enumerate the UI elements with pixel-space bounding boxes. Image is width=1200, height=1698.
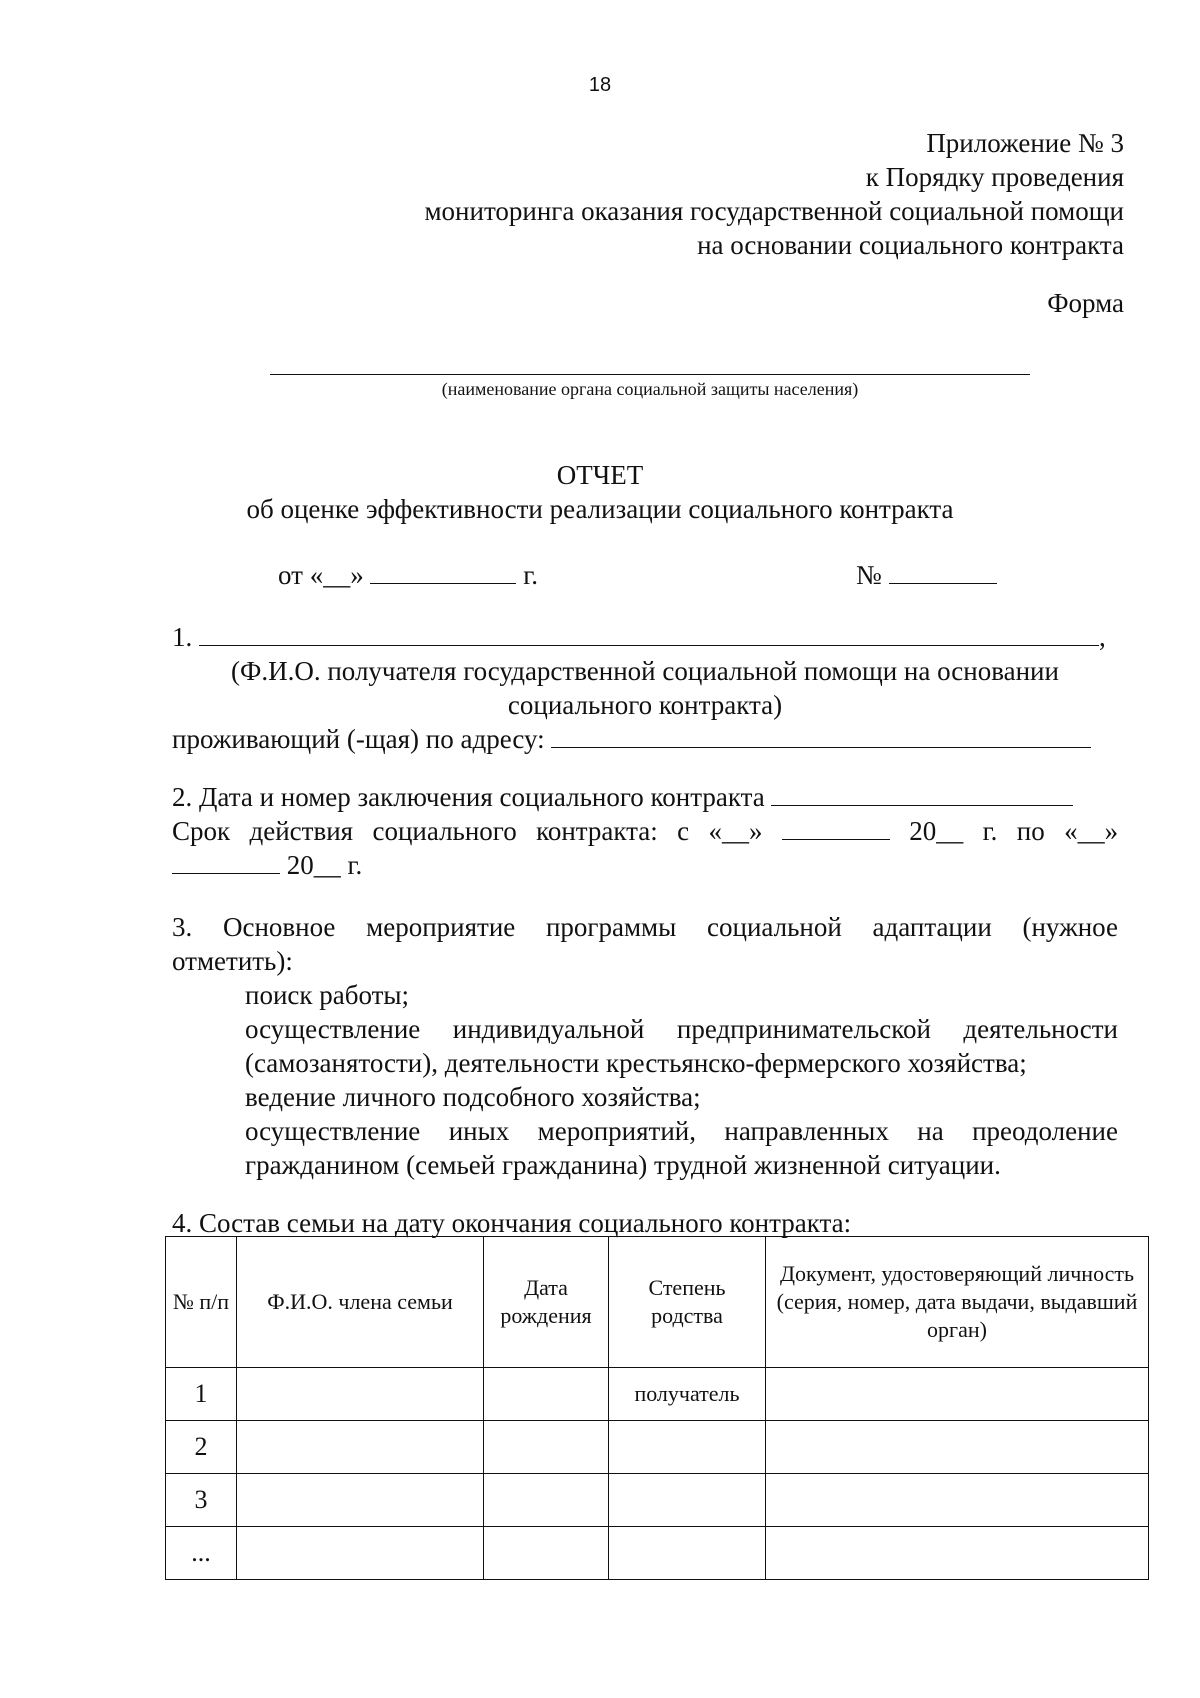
item4-heading: 4. Состав семьи на дату окончания социального контракта: xyxy=(172,1208,852,1238)
cell-name[interactable] xyxy=(237,1421,484,1474)
option-other-measures-cont[interactable]: гражданином (семьей гражданина) трудной жизненной ситуации. xyxy=(245,1150,1001,1180)
option-entrepreneurship[interactable]: осуществление индивидуальной предпринимательской деятельности xyxy=(245,1014,1118,1044)
appendix-line: Приложение № 3 xyxy=(926,128,1124,158)
cell-relation: получатель xyxy=(609,1368,766,1421)
table-row xyxy=(166,1527,1149,1580)
item3-intro-cont: отметить): xyxy=(172,946,293,976)
cell-name[interactable] xyxy=(237,1474,484,1527)
cell-birth[interactable] xyxy=(484,1527,609,1580)
address-field[interactable] xyxy=(551,723,1091,748)
appendix-line: к Порядку проведения xyxy=(865,162,1124,192)
appendix-header xyxy=(424,126,1124,262)
contract-date-field[interactable] xyxy=(771,781,1073,806)
address-line xyxy=(172,722,1091,756)
date-year-suffix: г. xyxy=(523,560,538,590)
header-name: Ф.И.О. члена семьи xyxy=(237,1237,484,1368)
cell-num: 3 xyxy=(166,1474,237,1527)
term-word: действия xyxy=(249,816,354,846)
date-month-field[interactable] xyxy=(370,559,516,584)
cell-num: 1 xyxy=(166,1368,237,1421)
term-word: социального xyxy=(372,816,517,846)
item2-line2 xyxy=(172,814,1118,848)
term-word: 20__ г. xyxy=(909,816,998,846)
cell-birth[interactable] xyxy=(484,1474,609,1527)
header-birth: Дата рождения xyxy=(484,1237,609,1368)
report-number-field[interactable] xyxy=(889,559,997,584)
table-row xyxy=(166,1421,1149,1474)
item2-line1 xyxy=(172,780,1073,814)
table-header-row xyxy=(166,1237,1149,1368)
option-entrepreneurship-cont[interactable]: (самозанятости), деятельности крестьянско-фермерского хозяйства; xyxy=(245,1048,1027,1078)
item1-caption-line: (Ф.И.О. получателя государственной социальной помощи на основании xyxy=(231,656,1059,686)
header-num: № п/п xyxy=(166,1237,237,1368)
item3-intro: 3. Основное мероприятие программы социальной адаптации (нужное xyxy=(172,912,1118,942)
report-title xyxy=(0,458,1200,526)
org-name-field[interactable] xyxy=(270,374,1030,375)
cell-document[interactable] xyxy=(766,1474,1149,1527)
contract-date-label: 2. Дата и номер заключения социального контракта xyxy=(172,782,765,812)
option-job-search[interactable]: поиск работы; xyxy=(245,980,410,1010)
cell-relation[interactable] xyxy=(609,1421,766,1474)
page-number: 18 xyxy=(588,74,612,96)
family-table xyxy=(165,1236,1149,1580)
term-end-year: 20__ г. xyxy=(286,850,363,880)
table-row xyxy=(166,1368,1149,1421)
address-label: проживающий (-щая) по адресу: xyxy=(172,724,545,754)
item1-caption-line: социального контракта) xyxy=(507,690,783,720)
form-label: Форма xyxy=(1047,288,1124,318)
term-end-field[interactable] xyxy=(172,849,280,874)
item1-comma: , xyxy=(1099,622,1106,652)
cell-relation[interactable] xyxy=(609,1527,766,1580)
title-main: ОТЧЕТ xyxy=(556,460,644,490)
cell-document[interactable] xyxy=(766,1368,1149,1421)
table-row xyxy=(166,1474,1149,1527)
cell-document[interactable] xyxy=(766,1527,1149,1580)
org-name-caption: (наименование органа социальной защиты населения) xyxy=(441,379,859,399)
date-line xyxy=(278,558,538,592)
term-word: по «__» xyxy=(1016,816,1119,846)
item2-line3 xyxy=(172,848,362,882)
title-subtitle: об оценке эффективности реализации социального контракта xyxy=(246,494,954,524)
appendix-line: мониторинга оказания государственной социальной помощи xyxy=(424,196,1124,226)
cell-document[interactable] xyxy=(766,1421,1149,1474)
cell-name[interactable] xyxy=(237,1368,484,1421)
item1-line xyxy=(172,620,1106,654)
header-document: Документ, удостоверяющий личность (серия, номер, дата выдачи, выдавший орган) xyxy=(766,1237,1149,1368)
option-other-measures[interactable]: осуществление иных мероприятий, направленных на преодоление xyxy=(245,1116,1118,1146)
cell-name[interactable] xyxy=(237,1527,484,1580)
header-relation: Степень родства xyxy=(609,1237,766,1368)
term-start-field[interactable] xyxy=(782,815,890,840)
term-word: Срок xyxy=(172,816,231,846)
date-prefix: от «__» xyxy=(278,560,364,590)
item1-number: 1. xyxy=(172,622,193,652)
recipient-name-field[interactable] xyxy=(199,621,1099,646)
cell-birth[interactable] xyxy=(484,1421,609,1474)
term-word: контракта: с «__» xyxy=(536,816,763,846)
appendix-line: на основании социального контракта xyxy=(697,230,1124,260)
item1-caption xyxy=(170,654,1120,722)
cell-num: ... xyxy=(166,1527,237,1580)
number-prefix: № xyxy=(856,560,882,590)
cell-birth[interactable] xyxy=(484,1368,609,1421)
cell-num: 2 xyxy=(166,1421,237,1474)
option-household[interactable]: ведение личного подсобного хозяйства; xyxy=(245,1082,701,1112)
number-line xyxy=(856,558,997,592)
cell-relation[interactable] xyxy=(609,1474,766,1527)
